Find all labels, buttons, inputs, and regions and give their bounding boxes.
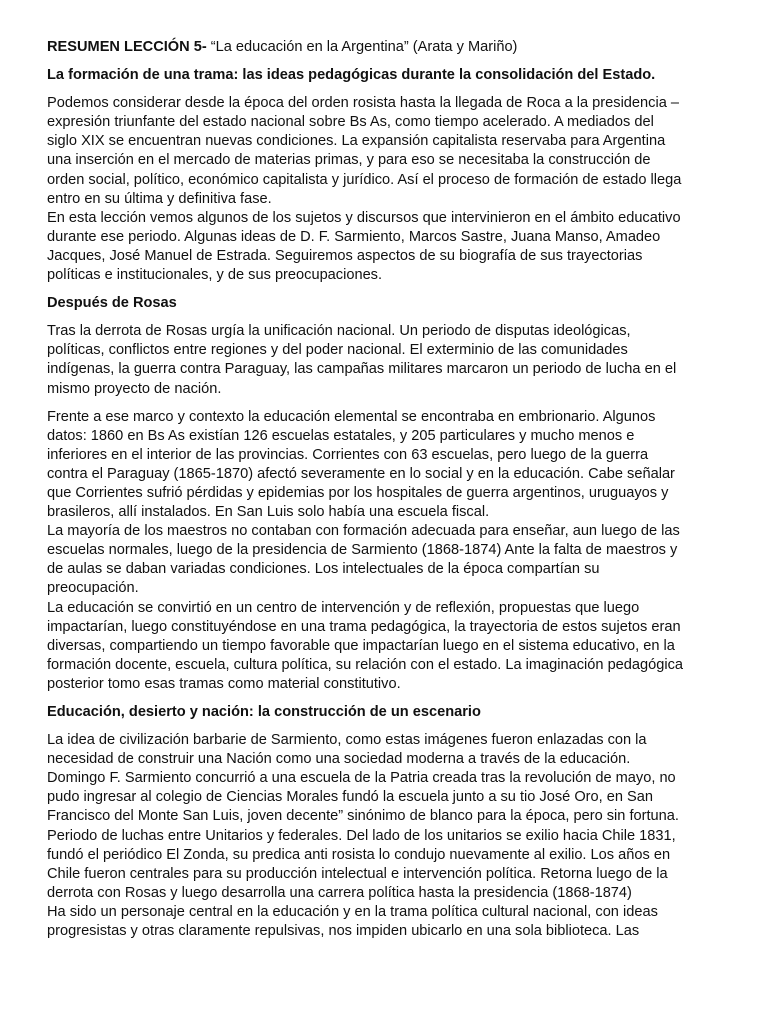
text-line: entro en su última y definitiva fase. [47, 190, 272, 207]
text-line: Chile fueron centrales para su producción intelectual e intervención política. Retorna luego de la [47, 865, 668, 882]
text-line: escuelas normales, luego de la presidencia de Sarmiento (1868-1874) Ante la falta de maestros y [47, 542, 678, 559]
document-title-rest: “La educación en la Argentina” (Arata y Mariño) [206, 39, 518, 55]
text-line: Tras la derrota de Rosas urgía la unificación nacional. Un periodo de disputas ideológicas, [47, 323, 631, 340]
text-line: preocupación. [47, 580, 139, 597]
text-line: La idea de civilización barbarie de Sarmiento, como estas imágenes fueron enlazadas con la [47, 732, 647, 749]
paragraph-educacion-elemental [47, 408, 737, 694]
text-line: La educación se convirtió en un centro de intervención y de reflexión, propuestas que luego [47, 599, 640, 616]
text-line: posterior tomo esas tramas como material constitutivo. [47, 675, 401, 692]
text-line: Jacques, José Manuel de Estrada. Seguiremos aspectos de su biografía de sus trayectorias [47, 247, 643, 264]
text-line: Periodo de luchas entre Unitarios y federales. Del lado de los unitarios se exilio hacia Chile 1831, [47, 827, 676, 844]
text-line: mismo proyecto de nación. [47, 380, 222, 397]
text-line: siglo XIX se encuentran nuevas condiciones. La expansión capitalista reservaba para Argentina [47, 133, 666, 150]
text-line: Frente a ese marco y contexto la educación elemental se encontraba en embrionario. Algunos [47, 408, 656, 425]
text-line: En esta lección vemos algunos de los sujetos y discursos que intervinieron en el ámbito educativo [47, 209, 681, 226]
text-line: orden social, político, económico capitalista y jurídico. Así el proceso de formación de estado llega [47, 171, 682, 188]
text-line: impactarían, luego constituyéndose en una trama pedagógica, la trayectoria de estos sujetos eran [47, 618, 681, 635]
section-heading-formacion: La formación de una trama: las ideas pedagógicas durante la consolidación del Estado. [47, 67, 656, 84]
text-line: Podemos considerar desde la época del orden rosista hasta la llegada de Roca a la presidencia – [47, 95, 679, 112]
text-line: políticas e institucionales, y de sus preocupaciones. [47, 267, 383, 284]
text-line: diversas, compartiendo un tiempo favorable que impactarían luego en el sistema educativo, en la [47, 637, 675, 654]
text-line: La mayoría de los maestros no contaban con formación adecuada para enseñar, aun luego de las [47, 523, 680, 540]
paragraph-unificacion [47, 322, 737, 398]
text-line: de aulas se daban variadas condiciones. Los intelectuales de la época compartían su [47, 561, 600, 578]
paragraph-intro [47, 94, 737, 285]
text-line: una inserción en el mercado de materias primas, y para eso se necesitaba la construcción de [47, 152, 651, 169]
document-page [47, 38, 737, 950]
text-line: necesidad de construir una Nación como una sociedad moderna a través de la educación. [47, 751, 631, 768]
text-line: datos: 1860 en Bs As existían 126 escuelas estatales, y 205 particulares y mucho menos e [47, 427, 635, 444]
section-heading-educacion-desierto-nacion: Educación, desierto y nación: la construcción de un escenario [47, 704, 481, 720]
text-line: pudo ingresar al colegio de Ciencias Morales fundó la escuela junto a su tio José Oro, en San [47, 789, 654, 806]
paragraph-sarmiento [47, 731, 737, 941]
text-line: durante ese periodo. Algunas ideas de D. F. Sarmiento, Marcos Sastre, Juana Manso, Amadeo [47, 228, 661, 245]
text-line: Domingo F. Sarmiento concurrió a una escuela de la Patria creada tras la revolución de mayo, no [47, 770, 676, 787]
text-line: progresistas y otras claramente repulsivas, nos impiden ubicarlo en una sola biblioteca. Las [47, 923, 640, 940]
text-line: formación docente, escuela, cultura política, su relación con el estado. La imaginación pedagógica [47, 656, 684, 673]
text-line: fundó el periódico El Zonda, su predica anti rosista lo condujo nuevamente al exilio. Los años en [47, 846, 671, 863]
text-line: expresión triunfante del estado nacional sobre Bs As, como tiempo acelerado. A mediados del [47, 114, 654, 131]
text-line: indígenas, la guerra contra Paraguay, las campañas militares marcaron un periodo de lucha en el [47, 361, 677, 378]
text-line: que Corrientes sufrió pérdidas y epidemias por los hospitales de guerra argentinos, uruguayos y [47, 484, 669, 501]
section-heading-despues-de-rosas: Después de Rosas [47, 295, 177, 312]
text-line: brasileros, allí instalados. En San Luis solo había una escuela fiscal. [47, 504, 490, 521]
text-line: derrota con Rosas y luego desarrolla una carrera política hasta la presidencia (1868-1874) [47, 884, 632, 901]
text-line: contra el Paraguay (1865-1870) afectó severamente en lo social y en la educación. Cabe señalar [47, 465, 675, 482]
text-line: Ha sido un personaje central en la educación y en la trama política cultural nacional, con ideas [47, 903, 658, 920]
document-title [47, 38, 737, 57]
text-line: Francisco del Monte San Luis, joven decente” sinónimo de blanco para la época, pero sin fortuna. [47, 808, 679, 825]
document-title-bold: RESUMEN LECCIÓN 5- [47, 39, 207, 55]
text-line: inferiores en el interior de las provincias. Corrientes con 63 escuelas, pero luego de la guerra [47, 446, 649, 463]
text-line: políticas, conflictos entre regiones y del poder nacional. El exterminio de las comunidades [47, 342, 628, 359]
